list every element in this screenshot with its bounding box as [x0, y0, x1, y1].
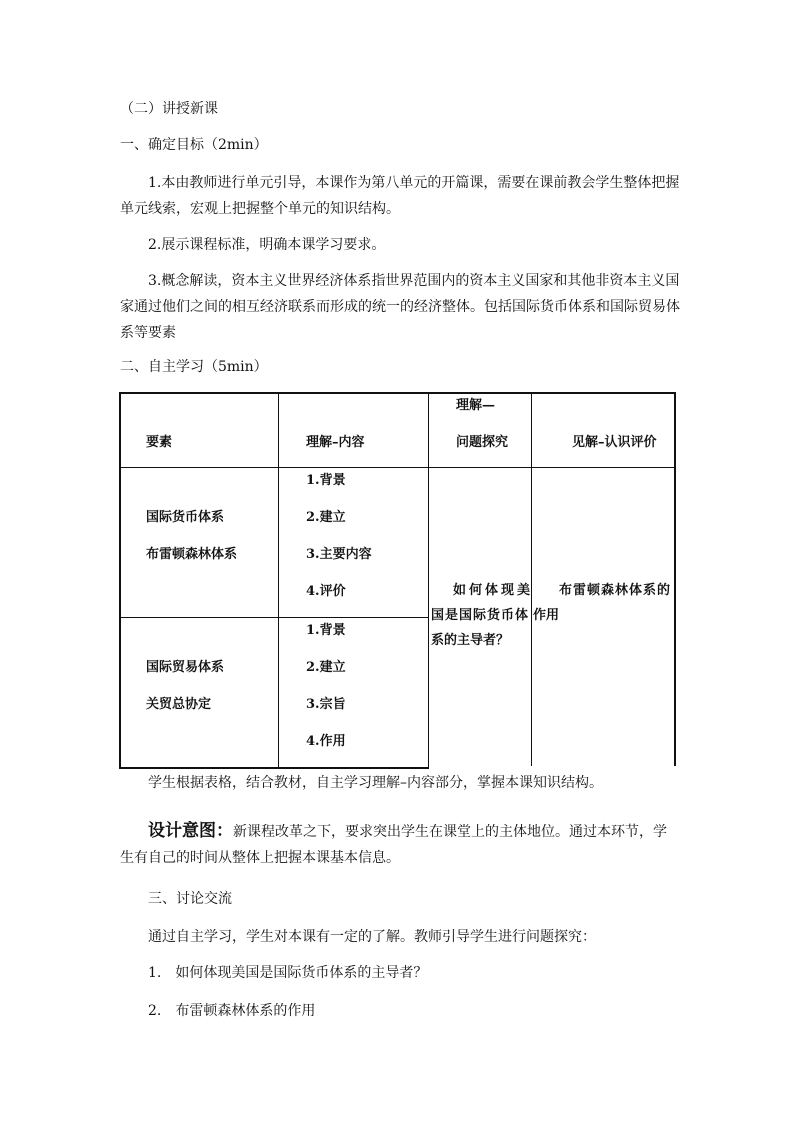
row2-item: 4.作用	[306, 734, 346, 749]
table-col-line-1	[278, 392, 279, 769]
table-border-top	[119, 392, 676, 394]
part3-question-2: 2. 布雷顿森林体系的作用	[148, 1003, 316, 1019]
part2-heading: 二、自主学习（5min）	[120, 359, 268, 375]
row2-item: 3.宗旨	[306, 697, 346, 712]
row1-item: 2.建立	[306, 510, 346, 525]
row1-element-line2: 布雷顿森林体系	[146, 547, 238, 562]
part1-heading: 一、确定目标（2min）	[120, 137, 268, 153]
question-line2: 国是国际货币体	[431, 608, 530, 623]
header-content: 理解–内容	[306, 435, 365, 450]
question-line3: 系的主导者？	[431, 633, 510, 648]
header-element: 要素	[146, 435, 173, 450]
part1-item2: 2.展示课程标准，明确本课学习要求。	[148, 237, 386, 253]
question-line1: 如何体现美	[453, 583, 534, 598]
row1-item: 1.背景	[306, 473, 346, 488]
part1-item3: 3.概念解读，资本主义世界经济体系指世界范围内的资本主义国家和其他非资本主义国家通过他们之间的相互经济联系而形成的统一的经济整体。包括国际货币体系和国际贸易体系等要素	[120, 273, 680, 341]
part1-item1: 1.本由教师进行单元引导，本课作为第八单元的开篇课，需要在课前教会学生整体把握单元线索，宏观上把握整个单元的知识结构。	[120, 175, 680, 217]
design-intent-text: 新课程改革之下，要求突出学生在课堂上的主体地位。通过本环节，学生有自己的时间从整体上把握本课基本信息。	[120, 824, 667, 866]
header-question-line1: 理解—	[456, 398, 496, 413]
table-col-line-2	[428, 392, 429, 769]
part3-heading: 三、讨论交流	[148, 891, 232, 907]
evaluation-line2: 作用	[533, 608, 560, 623]
row2-item: 2.建立	[306, 660, 346, 675]
part2-note: 学生根据表格，结合教材，自主学习理解–内容部分，掌握本课知识结构。	[148, 775, 603, 791]
header-evaluation: 见解–认识评价	[572, 435, 657, 450]
design-intent-label: 设计意图：	[148, 821, 233, 841]
table-border-bottom	[119, 767, 429, 769]
table-row-divider	[119, 617, 429, 618]
section-heading: （二）讲授新课	[120, 101, 218, 117]
part3-question-1: 1. 如何体现美国是国际货币体系的主导者？	[148, 965, 428, 981]
evaluation-line1: 布雷顿森林体系的	[559, 583, 672, 598]
row1-item: 3.主要内容	[306, 547, 372, 562]
header-question-line2: 问题探究	[456, 435, 509, 450]
row2-element-line2: 关贸总协定	[146, 697, 212, 712]
table-col-line-3	[531, 392, 532, 766]
row2-element-line1: 国际贸易体系	[146, 660, 225, 675]
part3-intro: 通过自主学习，学生对本课有一定的了解。教师引导学生进行问题探究：	[148, 929, 596, 945]
table-border-right	[674, 392, 676, 766]
design-intent	[120, 818, 680, 871]
table-header-line	[119, 467, 676, 468]
row2-item: 1.背景	[306, 623, 346, 638]
row1-item: 4.评价	[306, 584, 346, 599]
table-border-left	[119, 392, 121, 769]
row1-element-line1: 国际货币体系	[146, 510, 225, 525]
